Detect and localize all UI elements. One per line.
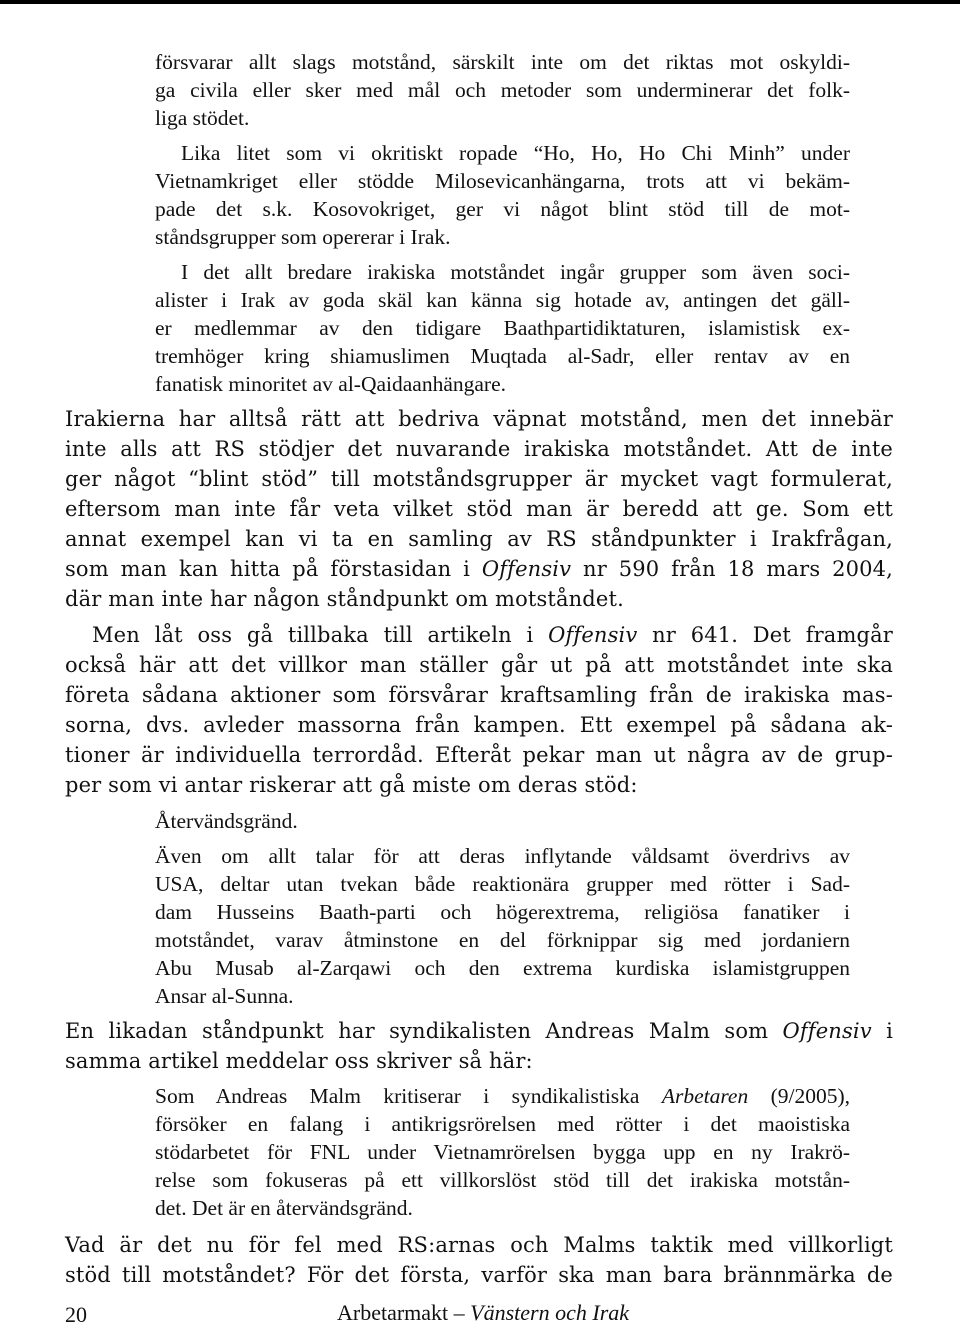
publication-title: Offensiv <box>548 623 638 647</box>
body-line: samma artikel meddelar oss skriver så här: <box>65 1049 533 1073</box>
quote-line: försvarar allt slags motstånd, särskilt inte om det riktas mot oskyldi- <box>155 50 850 74</box>
body-line: också här att det villkor man ställer går ut på att motståndet inte ska <box>65 653 893 677</box>
text-run: nr 590 från 18 mars 2004, <box>571 557 893 581</box>
quote-line: tremhöger kring shiamuslimen Muqtada al-Sadr, eller rentav av en <box>155 344 850 368</box>
body-line: Irakierna har alltså rätt att bedriva väpnat motstånd, men det innebär <box>65 407 893 431</box>
text-run: nr 641. Det framgår <box>637 623 893 647</box>
body-line: stöd till motståndet? För det första, varför ska man bara brännmärka de <box>65 1263 893 1287</box>
quote-line: I det allt bredare irakiska motståndet ingår grupper som även soci- <box>181 260 850 284</box>
text-run: Men låt oss gå tillbaka till artikeln i <box>92 623 549 647</box>
text-run: (9/2005), <box>748 1084 851 1108</box>
quote-line: er medlemmar av den tidigare Baathpartidiktaturen, islamistisk ex- <box>155 316 850 340</box>
page-number: 20 <box>65 1302 87 1327</box>
quote-line: Även om allt talar för att deras inflytande våldsamt överdrivs av <box>155 844 850 868</box>
quote-line: pade det s.k. Kosovokriget, ger vi något blint stöd till de mot- <box>155 197 850 221</box>
text-run: i <box>871 1019 893 1043</box>
body-line: där man inte har någon ståndpunkt om motståndet. <box>65 587 624 611</box>
quote-line: USA, deltar utan tvekan både reaktionära grupper med rötter i Sad- <box>155 872 850 896</box>
body-line: sorna, dvs. avleder massorna från kampen. Ett exempel på sådana ak- <box>65 713 893 737</box>
body-line: företa sådana aktioner som försvårar kraftsamling från de irakiska mas- <box>65 683 893 707</box>
top-rule <box>0 0 960 4</box>
text-run: Som Andreas Malm kritiserar i syndikalistiska <box>155 1084 662 1108</box>
quote-line: ståndsgrupper som opererar i Irak. <box>155 225 451 249</box>
quote-line: dam Husseins Baath-parti och högerextrema, religiösa fanatiker i <box>155 900 850 924</box>
body-line <box>65 625 893 646</box>
quote-line: liga stödet. <box>155 106 250 130</box>
body-line: eftersom man inte får veta vilket stöd man är beredd att ge. Som ett <box>65 497 893 521</box>
body-line <box>65 1021 893 1042</box>
publication-title: Arbetaren <box>661 1084 749 1108</box>
body-line: Vad är det nu för fel med RS:arnas och Malms taktik med villkorligt <box>65 1233 893 1257</box>
body-line: annat exempel kan vi ta en samling av RS ståndpunkter i Irakfrågan, <box>65 527 893 551</box>
quote-line: stödarbetet för FNL under Vietnamrörelsen bygga upp en ny Irakrö- <box>155 1140 850 1164</box>
quote-line: det. Det är en återvändsgränd. <box>155 1196 413 1220</box>
body-line: inte alls att RS stödjer det nuvarande irakiska motståndet. Att de inte <box>65 437 893 461</box>
running-footer-title <box>337 1300 629 1326</box>
quote-line: motståndet, varav åtminstone en del förknippar sig med jordaniern <box>155 928 850 952</box>
quote-line: alister i Irak av goda skäl kan känna sig hotade av, antingen det gäll- <box>155 288 850 312</box>
quote-line: Vietnamkriget eller stödde Milosevicanhängarna, trots att vi bekäm- <box>155 169 850 193</box>
publication-title: Offensiv <box>481 557 572 581</box>
quote-line: försöker en falang i antikrigsrörelsen med rötter i det maoistiska <box>155 1112 850 1136</box>
body-line: tioner är individuella terrordåd. Efteråt pekar man ut några av de grup- <box>65 743 893 767</box>
text-run: En likadan ståndpunkt har syndikalisten Andreas Malm som <box>65 1019 783 1043</box>
footer-title-italic: Vänstern och Irak <box>470 1300 630 1325</box>
quote-line: Lika litet som vi okritiskt ropade “Ho, Ho, Ho Chi Minh” under <box>181 141 850 165</box>
quote-line <box>155 1086 850 1108</box>
quote-line: Abu Musab al-Zarqawi och den extrema kurdiska islamistgruppen <box>155 956 850 980</box>
quote-heading: Återvändsgränd. <box>155 809 298 833</box>
quote-line: fanatisk minoritet av al-Qaidaanhängare. <box>155 372 507 396</box>
body-line <box>65 559 893 580</box>
text-run: som man kan hitta på förstasidan i <box>65 557 482 581</box>
body-line: per som vi antar riskerar att gå miste om deras stöd: <box>65 773 638 797</box>
quote-line: Ansar al-Sunna. <box>155 984 294 1008</box>
body-line: ger något “blint stöd” till motståndsgrupper är mycket vagt formulerat, <box>65 467 893 491</box>
quote-line: ga civila eller sker med mål och metoder som underminerar det folk- <box>155 78 850 102</box>
quote-line: relse som fokuseras på ett villkorslöst stöd till det irakiska motstån- <box>155 1168 850 1192</box>
publication-title: Offensiv <box>782 1019 872 1043</box>
footer-title-text: Arbetarmakt – <box>337 1300 471 1325</box>
